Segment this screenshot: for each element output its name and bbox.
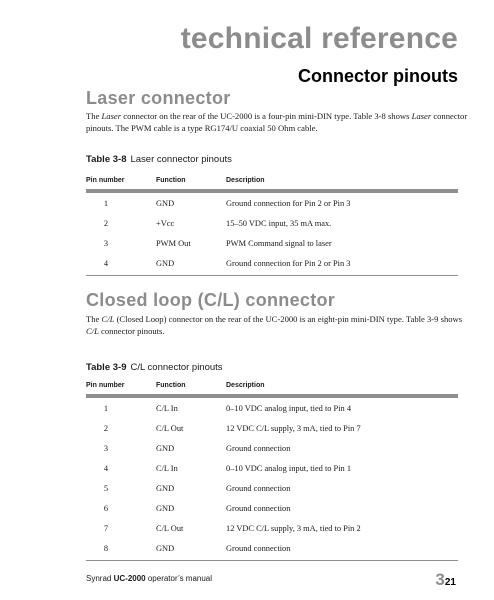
pin-cell: 3 [103,239,109,248]
description-cell: Ground connection [226,504,291,513]
description-cell: 12 VDC C/L supply, 3 mA, tied to Pin 7 [226,424,361,433]
function-cell: PWM Out [156,239,191,248]
table-row [86,518,458,538]
function-cell: GND [156,484,175,493]
table-row [86,233,458,253]
footer-title: Synrad UC-2000 operator’s manual [86,574,213,583]
function-cell: GND [156,544,175,553]
table-row [86,398,458,418]
function-cell: GND [156,444,175,453]
pin-cell: 2 [103,219,109,228]
description-cell: 0–10 VDC analog input, tied to Pin 1 [226,464,352,473]
pin-cell: 1 [103,404,109,413]
table-end-rule [86,275,458,276]
table-row [86,213,458,233]
table-row [86,193,458,213]
closed-loop-heading: Closed loop (C/L) connector [86,290,336,310]
table-row [86,458,458,478]
col-header-description: Description [226,382,265,389]
col-header-pin: Pin number [86,382,125,389]
description-cell: 15–50 VDC input, 35 mA max. [226,219,332,228]
pin-cell: 6 [103,504,109,513]
description-cell: Ground connection [226,484,291,493]
function-cell: GND [156,259,175,268]
col-header-pin: Pin number [86,177,125,184]
laser-pinout-table [86,177,458,276]
laser-heading: Laser connector [86,88,231,108]
cl-table-caption: Table 3-9 C/L connector pinouts [86,362,223,373]
table-row [86,418,458,438]
table-row [86,438,458,458]
description-cell: Ground connection [226,444,291,453]
chapter-title: technical reference [180,22,458,55]
closed-loop-paragraph: The C/L (Closed Loop) connector on the rear of the UC-2000 is an eight-pin mini-DIN type. Table 3-9 shows C/L connector pinouts. [86,314,463,336]
pin-cell: 4 [103,464,109,473]
table-row [86,498,458,518]
table-header-row [86,382,458,394]
pin-cell: 5 [103,484,109,493]
col-header-function: Function [156,382,186,389]
col-header-function: Function [156,177,186,184]
pin-cell: 3 [103,444,109,453]
pin-cell: 8 [103,544,109,553]
chapter-number: 3 [435,570,445,589]
description-cell: Ground connection [226,544,291,553]
description-cell: 12 VDC C/L supply, 3 mA, tied to Pin 2 [226,524,361,533]
page-number-value: 21 [444,577,456,588]
description-cell: 0–10 VDC analog input, tied to Pin 4 [226,404,352,413]
description-cell: Ground connection for Pin 2 or Pin 3 [226,199,351,208]
section-title: Connector pinouts [298,66,458,86]
pin-cell: 1 [103,199,109,208]
function-cell: C/L Out [156,524,184,533]
page-number [435,570,456,590]
function-cell: C/L Out [156,424,184,433]
function-cell: C/L In [156,404,178,413]
table-header-row [86,177,458,189]
pin-cell: 4 [103,259,109,268]
function-cell: C/L In [156,464,178,473]
pin-cell: 2 [103,424,109,433]
function-cell: GND [156,504,175,513]
function-cell: GND [156,199,175,208]
description-cell: Ground connection for Pin 2 or Pin 3 [226,259,351,268]
laser-table-caption: Table 3-8 Laser connector pinouts [86,154,232,165]
pin-cell: 7 [103,524,109,533]
table-row [86,478,458,498]
table-row [86,253,458,273]
col-header-description: Description [226,177,265,184]
function-cell: +Vcc [156,219,175,228]
description-cell: PWM Command signal to laser [226,239,332,248]
laser-paragraph: The Laser connector on the rear of the UC-2000 is a four-pin mini-DIN type. Table 3-8 shows Laser connector pinouts. The PWM cable is a type RG174/U coaxial 50 Ohm cable. [86,111,468,133]
table-row [86,538,458,558]
table-end-rule [86,560,458,561]
cl-pinout-table [86,382,458,561]
